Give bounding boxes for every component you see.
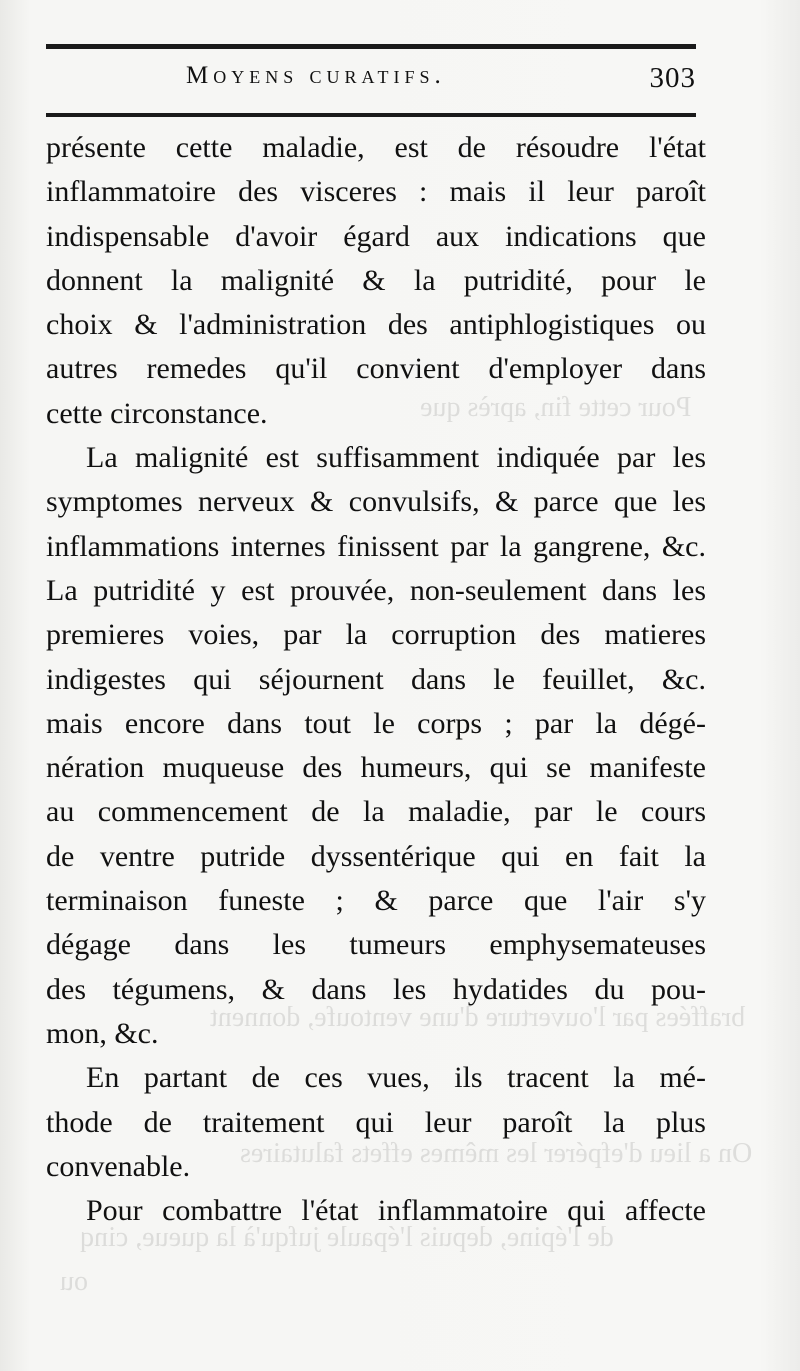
text-line: indispensable d'avoir égard aux indications que: [46, 219, 706, 253]
text-line: donnent la malignité & la putridité, pour le: [46, 263, 706, 297]
text-line: symptomes nerveux & convulsifs, & parce que les: [46, 485, 706, 519]
text-line: indigestes qui séjournent dans le feuillet, &c.: [46, 662, 706, 696]
text-line: de ventre putride dyssentérique qui en fait la: [46, 839, 706, 873]
paragraph-malignite: [46, 436, 706, 1056]
text-line: dégage dans les tumeurs emphysemateuses: [46, 928, 706, 962]
text-line: La malignité est suffisamment indiquée par les: [86, 441, 706, 475]
text-line: mon, &c.: [46, 1016, 159, 1050]
text-line: terminaison funeste ; & parce que l'air s'y: [46, 884, 706, 918]
text-line: cette circonstance.: [46, 396, 268, 430]
text-line: nération muqueuse des humeurs, qui se manifeste: [46, 751, 706, 785]
text-line: Pour combattre l'état inflammatoire qui affecte: [86, 1194, 706, 1228]
text-line: En partant de ces vues, ils tracent la mé-: [86, 1061, 706, 1095]
text-line: mais encore dans tout le corps ; par la dégé-: [46, 706, 706, 740]
text-line: thode de traitement qui leur paroît la plus: [46, 1105, 706, 1139]
text-line: présente cette maladie, est de résoudre l'état: [46, 131, 706, 164]
running-title: Moyens curatifs.: [186, 62, 446, 89]
paragraph-methode: [46, 1056, 706, 1189]
running-head: [46, 58, 696, 106]
text-line: au commencement de la maladie, par le cours: [46, 795, 706, 829]
text-line: convenable.: [46, 1149, 191, 1183]
paragraph-combattre: [46, 1189, 706, 1233]
body-text: [46, 126, 706, 1233]
text-line: premieres voies, par la corruption des matieres: [46, 618, 706, 652]
text-line: inflammations internes finissent par la gangrene, &c.: [46, 529, 706, 563]
text-line: inflammatoire des visceres : mais il leur paroît: [46, 175, 706, 209]
text-line: choix & l'administration des antiphlogistiques ou: [46, 308, 706, 342]
header-rule: [46, 113, 696, 117]
show-through-bleed: Pour cette fin, après que braffées par l'ouverture d'une ventoufe, donnent On a lieu d'efpérer les mêmes effets falutaires de l'épine, depuis l'épaule jufqu'à la queue, cinq ou: [60, 392, 753, 1297]
top-rule: [46, 44, 696, 49]
text-line: autres remedes qu'il convient d'employer dans: [46, 352, 706, 386]
text-line: des tégumens, & dans les hydatides du pou-: [46, 972, 706, 1006]
text-line: La putridité y est prouvée, non-seulement dans les: [46, 573, 706, 607]
paragraph-continued: [46, 126, 706, 436]
page-number: 303: [649, 62, 696, 94]
